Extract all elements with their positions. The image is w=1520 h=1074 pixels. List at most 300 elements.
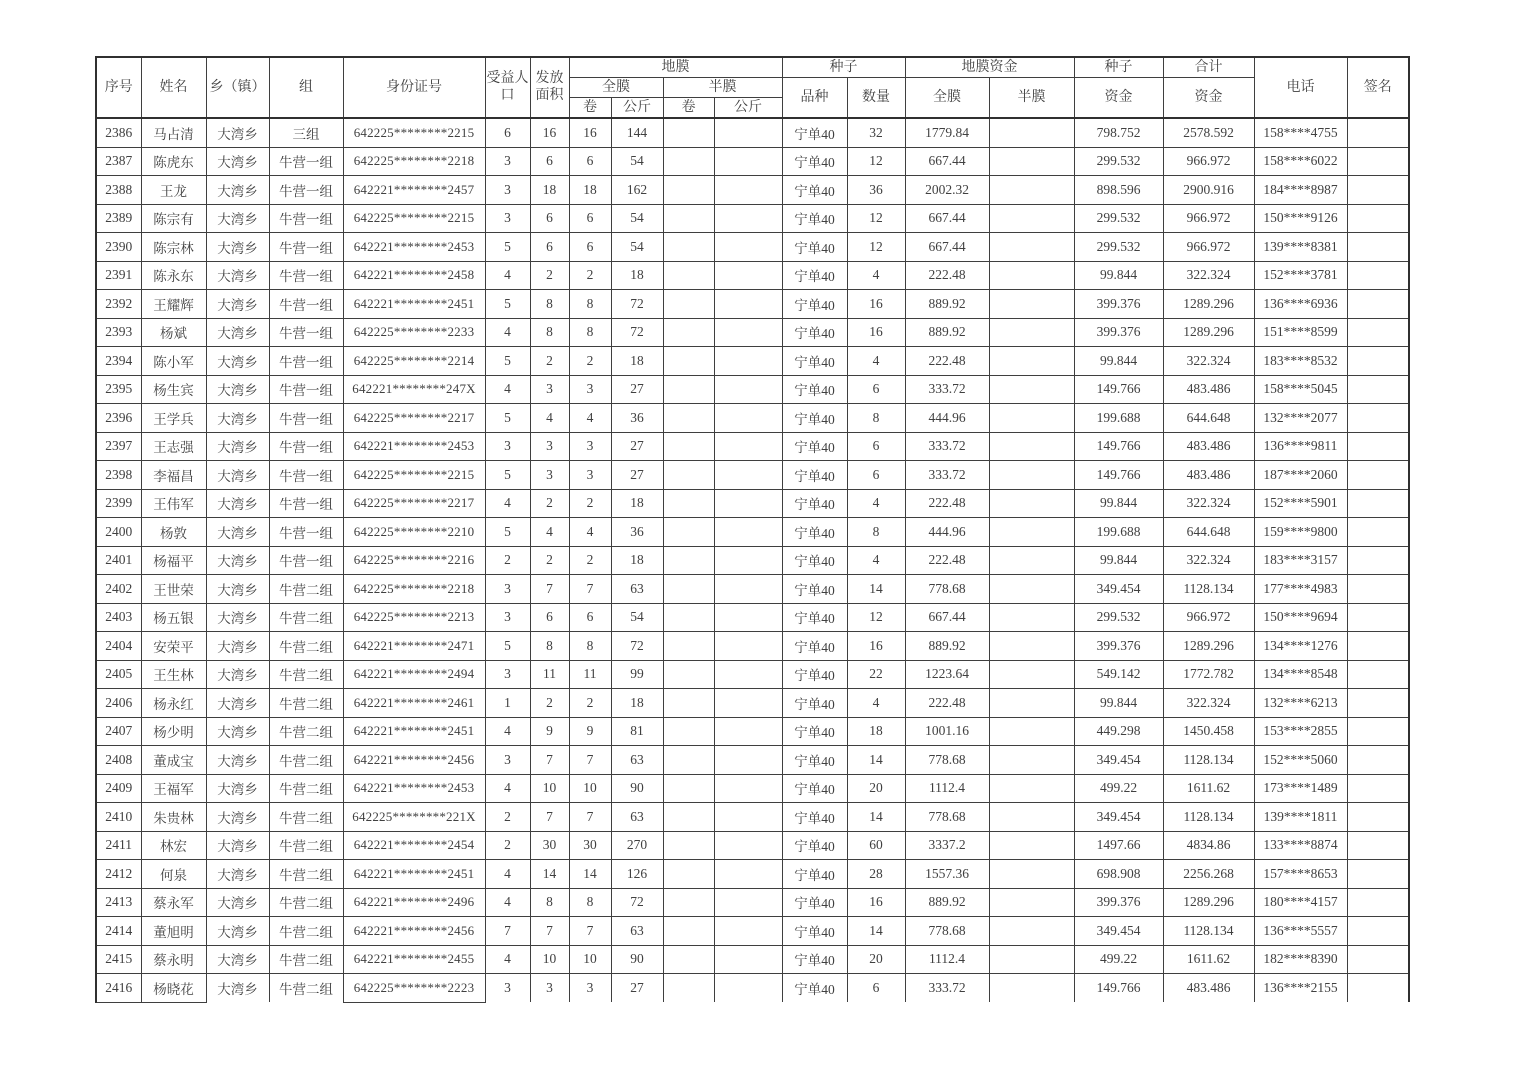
cell-seed-variety: 宁单40 xyxy=(782,575,847,604)
cell-id-number: 642221********2451 xyxy=(343,717,485,746)
cell-id-number: 642221********247X xyxy=(343,375,485,404)
cell-group: 牛营一组 xyxy=(269,432,343,461)
cell-half-film-rolls xyxy=(663,717,714,746)
cell-no: 2392 xyxy=(96,290,141,319)
col-header-township: 乡（镇） xyxy=(206,57,269,118)
cell-beneficiary-population: 3 xyxy=(485,603,530,632)
cell-id-number: 642225********2215 xyxy=(343,118,485,147)
cell-half-film-fund xyxy=(989,204,1074,233)
cell-full-film-kg: 81 xyxy=(611,717,663,746)
cell-seed-variety: 宁单40 xyxy=(782,461,847,490)
cell-township: 大湾乡 xyxy=(206,689,269,718)
cell-id-number: 642225********2215 xyxy=(343,204,485,233)
cell-full-film-fund: 889.92 xyxy=(905,888,989,917)
cell-id-number: 642225********2217 xyxy=(343,489,485,518)
cell-full-film-rolls: 7 xyxy=(569,746,611,775)
cell-total-fund: 483.486 xyxy=(1163,461,1254,490)
cell-township: 大湾乡 xyxy=(206,489,269,518)
cell-full-film-fund: 444.96 xyxy=(905,404,989,433)
cell-township: 大湾乡 xyxy=(206,632,269,661)
cell-beneficiary-population: 4 xyxy=(485,945,530,974)
cell-half-film-rolls xyxy=(663,404,714,433)
cell-distribution-area: 8 xyxy=(530,632,569,661)
cell-phone: 136****5557 xyxy=(1254,917,1347,946)
cell-id-number: 642225********2217 xyxy=(343,404,485,433)
cell-phone: 139****8381 xyxy=(1254,233,1347,262)
cell-id-number: 642225********2214 xyxy=(343,347,485,376)
cell-signature xyxy=(1347,774,1409,803)
cell-seed-variety: 宁单40 xyxy=(782,945,847,974)
beneficiary-table xyxy=(95,56,1410,1003)
cell-full-film-rolls: 6 xyxy=(569,204,611,233)
cell-full-film-fund: 778.68 xyxy=(905,803,989,832)
group-header-full-film: 全膜 xyxy=(569,78,663,98)
cell-seed-fund: 299.532 xyxy=(1074,233,1163,262)
cell-seed-quantity: 18 xyxy=(847,717,905,746)
cell-full-film-rolls: 3 xyxy=(569,432,611,461)
cell-half-film-fund xyxy=(989,575,1074,604)
cell-signature xyxy=(1347,489,1409,518)
table-body xyxy=(96,118,1409,1002)
cell-half-film-fund xyxy=(989,176,1074,205)
cell-half-film-fund xyxy=(989,689,1074,718)
cell-signature xyxy=(1347,375,1409,404)
cell-distribution-area: 14 xyxy=(530,860,569,889)
cell-half-film-kg xyxy=(714,774,782,803)
cell-signature xyxy=(1347,176,1409,205)
cell-half-film-rolls xyxy=(663,603,714,632)
cell-no: 2407 xyxy=(96,717,141,746)
table-row xyxy=(96,233,1409,262)
cell-seed-variety: 宁单40 xyxy=(782,632,847,661)
cell-phone: 183****3157 xyxy=(1254,546,1347,575)
table-row xyxy=(96,974,1409,1003)
cell-beneficiary-population: 1 xyxy=(485,689,530,718)
cell-half-film-fund xyxy=(989,489,1074,518)
cell-group: 三组 xyxy=(269,118,343,147)
cell-no: 2390 xyxy=(96,233,141,262)
col-header-full-film-kg: 公斤 xyxy=(611,98,663,119)
table-row xyxy=(96,746,1409,775)
cell-name: 蔡永军 xyxy=(141,888,206,917)
cell-beneficiary-population: 3 xyxy=(485,660,530,689)
cell-group: 牛营一组 xyxy=(269,147,343,176)
cell-full-film-kg: 162 xyxy=(611,176,663,205)
cell-half-film-fund xyxy=(989,432,1074,461)
cell-township: 大湾乡 xyxy=(206,261,269,290)
cell-beneficiary-population: 5 xyxy=(485,518,530,547)
cell-half-film-fund xyxy=(989,860,1074,889)
table-row xyxy=(96,717,1409,746)
cell-full-film-kg: 126 xyxy=(611,860,663,889)
cell-half-film-fund xyxy=(989,147,1074,176)
cell-group: 牛营二组 xyxy=(269,803,343,832)
cell-total-fund: 1289.296 xyxy=(1163,290,1254,319)
cell-group: 牛营一组 xyxy=(269,489,343,518)
cell-distribution-area: 11 xyxy=(530,660,569,689)
cell-half-film-fund xyxy=(989,318,1074,347)
cell-half-film-kg xyxy=(714,176,782,205)
cell-half-film-rolls xyxy=(663,432,714,461)
cell-half-film-rolls xyxy=(663,347,714,376)
cell-full-film-rolls: 8 xyxy=(569,318,611,347)
cell-half-film-fund xyxy=(989,632,1074,661)
cell-half-film-rolls xyxy=(663,147,714,176)
cell-beneficiary-population: 3 xyxy=(485,204,530,233)
cell-distribution-area: 6 xyxy=(530,233,569,262)
cell-name: 陈永东 xyxy=(141,261,206,290)
col-header-phone: 电话 xyxy=(1254,57,1347,118)
cell-beneficiary-population: 3 xyxy=(485,575,530,604)
cell-name: 董旭明 xyxy=(141,917,206,946)
subsidy-register-sheet xyxy=(95,56,1410,1003)
cell-half-film-rolls xyxy=(663,632,714,661)
cell-name: 王伟军 xyxy=(141,489,206,518)
cell-total-fund: 2256.268 xyxy=(1163,860,1254,889)
cell-name: 陈宗有 xyxy=(141,204,206,233)
cell-total-fund: 2578.592 xyxy=(1163,118,1254,147)
col-header-beneficiary-population: 受益人口 xyxy=(485,57,530,118)
cell-name: 陈虎东 xyxy=(141,147,206,176)
cell-no: 2414 xyxy=(96,917,141,946)
cell-total-fund: 1450.458 xyxy=(1163,717,1254,746)
cell-half-film-kg xyxy=(714,318,782,347)
cell-seed-fund: 349.454 xyxy=(1074,575,1163,604)
cell-township: 大湾乡 xyxy=(206,518,269,547)
cell-no: 2405 xyxy=(96,660,141,689)
cell-total-fund: 1289.296 xyxy=(1163,632,1254,661)
cell-seed-variety: 宁单40 xyxy=(782,204,847,233)
cell-seed-quantity: 16 xyxy=(847,318,905,347)
cell-seed-quantity: 14 xyxy=(847,746,905,775)
cell-signature xyxy=(1347,974,1409,1003)
cell-name: 王学兵 xyxy=(141,404,206,433)
cell-full-film-rolls: 8 xyxy=(569,632,611,661)
cell-total-fund: 322.324 xyxy=(1163,347,1254,376)
cell-full-film-rolls: 3 xyxy=(569,375,611,404)
table-row xyxy=(96,347,1409,376)
cell-full-film-kg: 18 xyxy=(611,546,663,575)
cell-signature xyxy=(1347,546,1409,575)
cell-phone: 132****6213 xyxy=(1254,689,1347,718)
cell-distribution-area: 7 xyxy=(530,917,569,946)
cell-signature xyxy=(1347,831,1409,860)
cell-group: 牛营一组 xyxy=(269,518,343,547)
cell-township: 大湾乡 xyxy=(206,147,269,176)
cell-half-film-rolls xyxy=(663,945,714,974)
cell-name: 杨生宾 xyxy=(141,375,206,404)
cell-total-fund: 483.486 xyxy=(1163,375,1254,404)
cell-half-film-kg xyxy=(714,375,782,404)
cell-phone: 158****6022 xyxy=(1254,147,1347,176)
cell-distribution-area: 30 xyxy=(530,831,569,860)
cell-group: 牛营二组 xyxy=(269,945,343,974)
cell-half-film-rolls xyxy=(663,261,714,290)
cell-id-number: 642221********2453 xyxy=(343,774,485,803)
table-row xyxy=(96,518,1409,547)
cell-township: 大湾乡 xyxy=(206,575,269,604)
cell-no: 2416 xyxy=(96,974,141,1003)
cell-seed-quantity: 4 xyxy=(847,546,905,575)
cell-township: 大湾乡 xyxy=(206,974,269,1003)
cell-seed-quantity: 4 xyxy=(847,347,905,376)
group-header-plastic-film: 地膜 xyxy=(569,57,782,78)
cell-full-film-rolls: 6 xyxy=(569,147,611,176)
table-row xyxy=(96,461,1409,490)
cell-full-film-kg: 18 xyxy=(611,489,663,518)
col-header-distribution-area: 发放面积 xyxy=(530,57,569,118)
group-header-half-film: 半膜 xyxy=(663,78,782,98)
cell-phone: 136****6936 xyxy=(1254,290,1347,319)
col-header-half-film-fund: 半膜 xyxy=(989,78,1074,119)
cell-group: 牛营一组 xyxy=(269,347,343,376)
cell-group: 牛营二组 xyxy=(269,860,343,889)
cell-signature xyxy=(1347,860,1409,889)
cell-phone: 152****5060 xyxy=(1254,746,1347,775)
cell-name: 王耀辉 xyxy=(141,290,206,319)
table-row xyxy=(96,831,1409,860)
cell-seed-fund: 99.844 xyxy=(1074,546,1163,575)
cell-full-film-kg: 27 xyxy=(611,461,663,490)
cell-phone: 173****1489 xyxy=(1254,774,1347,803)
cell-half-film-fund xyxy=(989,603,1074,632)
cell-township: 大湾乡 xyxy=(206,375,269,404)
cell-half-film-fund xyxy=(989,917,1074,946)
table-row xyxy=(96,860,1409,889)
cell-half-film-kg xyxy=(714,575,782,604)
cell-seed-quantity: 12 xyxy=(847,204,905,233)
cell-signature xyxy=(1347,261,1409,290)
cell-full-film-rolls: 2 xyxy=(569,261,611,290)
table-row xyxy=(96,575,1409,604)
table-row xyxy=(96,318,1409,347)
cell-half-film-fund xyxy=(989,518,1074,547)
cell-no: 2388 xyxy=(96,176,141,205)
cell-no: 2406 xyxy=(96,689,141,718)
cell-half-film-rolls xyxy=(663,375,714,404)
cell-full-film-rolls: 10 xyxy=(569,945,611,974)
cell-no: 2409 xyxy=(96,774,141,803)
cell-name: 林宏 xyxy=(141,831,206,860)
cell-distribution-area: 8 xyxy=(530,318,569,347)
cell-half-film-rolls xyxy=(663,974,714,1003)
cell-full-film-fund: 333.72 xyxy=(905,974,989,1003)
cell-full-film-fund: 667.44 xyxy=(905,233,989,262)
cell-total-fund: 644.648 xyxy=(1163,404,1254,433)
cell-phone: 152****3781 xyxy=(1254,261,1347,290)
cell-phone: 182****8390 xyxy=(1254,945,1347,974)
cell-signature xyxy=(1347,917,1409,946)
cell-seed-fund: 299.532 xyxy=(1074,603,1163,632)
table-row xyxy=(96,689,1409,718)
col-header-seed-fund-top: 种子 xyxy=(1074,57,1163,78)
cell-total-fund: 644.648 xyxy=(1163,518,1254,547)
cell-group: 牛营二组 xyxy=(269,888,343,917)
cell-beneficiary-population: 3 xyxy=(485,432,530,461)
cell-id-number: 642221********2458 xyxy=(343,261,485,290)
cell-phone: 134****1276 xyxy=(1254,632,1347,661)
cell-no: 2411 xyxy=(96,831,141,860)
cell-township: 大湾乡 xyxy=(206,860,269,889)
cell-township: 大湾乡 xyxy=(206,746,269,775)
cell-group: 牛营一组 xyxy=(269,290,343,319)
cell-seed-variety: 宁单40 xyxy=(782,518,847,547)
cell-full-film-rolls: 10 xyxy=(569,774,611,803)
cell-no: 2401 xyxy=(96,546,141,575)
table-row xyxy=(96,546,1409,575)
cell-phone: 158****4755 xyxy=(1254,118,1347,147)
cell-full-film-rolls: 2 xyxy=(569,347,611,376)
cell-name: 马占清 xyxy=(141,118,206,147)
cell-phone: 159****9800 xyxy=(1254,518,1347,547)
cell-half-film-fund xyxy=(989,660,1074,689)
cell-seed-variety: 宁单40 xyxy=(782,290,847,319)
cell-distribution-area: 7 xyxy=(530,803,569,832)
cell-signature xyxy=(1347,147,1409,176)
cell-group: 牛营一组 xyxy=(269,204,343,233)
group-header-film-fund: 地膜资金 xyxy=(905,57,1074,78)
cell-seed-fund: 149.766 xyxy=(1074,375,1163,404)
cell-half-film-kg xyxy=(714,461,782,490)
cell-half-film-kg xyxy=(714,147,782,176)
cell-seed-variety: 宁单40 xyxy=(782,347,847,376)
cell-full-film-fund: 333.72 xyxy=(905,375,989,404)
cell-distribution-area: 3 xyxy=(530,461,569,490)
cell-half-film-kg xyxy=(714,432,782,461)
cell-seed-fund: 149.766 xyxy=(1074,432,1163,461)
cell-full-film-kg: 90 xyxy=(611,774,663,803)
cell-full-film-kg: 36 xyxy=(611,518,663,547)
cell-total-fund: 322.324 xyxy=(1163,689,1254,718)
cell-full-film-kg: 54 xyxy=(611,147,663,176)
cell-group: 牛营一组 xyxy=(269,261,343,290)
cell-total-fund: 2900.916 xyxy=(1163,176,1254,205)
cell-seed-fund: 898.596 xyxy=(1074,176,1163,205)
cell-half-film-kg xyxy=(714,546,782,575)
cell-full-film-fund: 222.48 xyxy=(905,347,989,376)
cell-half-film-rolls xyxy=(663,461,714,490)
cell-seed-variety: 宁单40 xyxy=(782,147,847,176)
cell-half-film-kg xyxy=(714,917,782,946)
cell-phone: 150****9694 xyxy=(1254,603,1347,632)
cell-township: 大湾乡 xyxy=(206,717,269,746)
cell-distribution-area: 16 xyxy=(530,118,569,147)
cell-full-film-fund: 1112.4 xyxy=(905,774,989,803)
cell-seed-fund: 499.22 xyxy=(1074,774,1163,803)
cell-id-number: 642225********2223 xyxy=(343,974,485,1003)
cell-distribution-area: 7 xyxy=(530,746,569,775)
cell-no: 2415 xyxy=(96,945,141,974)
cell-seed-quantity: 16 xyxy=(847,290,905,319)
cell-seed-fund: 399.376 xyxy=(1074,632,1163,661)
cell-half-film-kg xyxy=(714,233,782,262)
cell-signature xyxy=(1347,347,1409,376)
cell-full-film-fund: 778.68 xyxy=(905,746,989,775)
cell-full-film-fund: 889.92 xyxy=(905,318,989,347)
cell-full-film-kg: 54 xyxy=(611,233,663,262)
cell-beneficiary-population: 4 xyxy=(485,261,530,290)
cell-name: 安荣平 xyxy=(141,632,206,661)
cell-id-number: 642221********2451 xyxy=(343,860,485,889)
cell-seed-variety: 宁单40 xyxy=(782,831,847,860)
cell-distribution-area: 4 xyxy=(530,404,569,433)
cell-group: 牛营二组 xyxy=(269,831,343,860)
cell-half-film-rolls xyxy=(663,660,714,689)
cell-seed-quantity: 16 xyxy=(847,632,905,661)
cell-id-number: 642221********2457 xyxy=(343,176,485,205)
cell-beneficiary-population: 5 xyxy=(485,347,530,376)
col-header-full-film-fund: 全膜 xyxy=(905,78,989,119)
cell-signature xyxy=(1347,518,1409,547)
table-row xyxy=(96,261,1409,290)
cell-group: 牛营一组 xyxy=(269,546,343,575)
cell-seed-quantity: 6 xyxy=(847,461,905,490)
cell-full-film-kg: 27 xyxy=(611,974,663,1003)
col-header-total-fund-bottom: 资金 xyxy=(1163,78,1254,119)
cell-township: 大湾乡 xyxy=(206,603,269,632)
cell-phone: 134****8548 xyxy=(1254,660,1347,689)
cell-full-film-rolls: 2 xyxy=(569,489,611,518)
cell-phone: 184****8987 xyxy=(1254,176,1347,205)
cell-seed-fund: 199.688 xyxy=(1074,404,1163,433)
cell-beneficiary-population: 4 xyxy=(485,375,530,404)
cell-half-film-kg xyxy=(714,746,782,775)
cell-name: 王福军 xyxy=(141,774,206,803)
cell-seed-quantity: 8 xyxy=(847,518,905,547)
table-row xyxy=(96,803,1409,832)
cell-full-film-rolls: 7 xyxy=(569,803,611,832)
cell-group: 牛营一组 xyxy=(269,233,343,262)
col-header-variety: 品种 xyxy=(782,78,847,119)
cell-half-film-rolls xyxy=(663,118,714,147)
cell-name: 杨晓花 xyxy=(141,974,206,1003)
cell-distribution-area: 18 xyxy=(530,176,569,205)
cell-half-film-rolls xyxy=(663,290,714,319)
cell-distribution-area: 2 xyxy=(530,347,569,376)
cell-name: 王世荣 xyxy=(141,575,206,604)
cell-seed-variety: 宁单40 xyxy=(782,603,847,632)
cell-full-film-kg: 144 xyxy=(611,118,663,147)
cell-name: 陈小军 xyxy=(141,347,206,376)
cell-seed-quantity: 4 xyxy=(847,489,905,518)
cell-distribution-area: 3 xyxy=(530,432,569,461)
cell-full-film-fund: 778.68 xyxy=(905,575,989,604)
cell-half-film-fund xyxy=(989,746,1074,775)
cell-name: 杨五银 xyxy=(141,603,206,632)
cell-full-film-kg: 63 xyxy=(611,575,663,604)
cell-name: 王志强 xyxy=(141,432,206,461)
cell-full-film-fund: 333.72 xyxy=(905,432,989,461)
table-row xyxy=(96,660,1409,689)
cell-seed-quantity: 28 xyxy=(847,860,905,889)
cell-group: 牛营二组 xyxy=(269,717,343,746)
cell-half-film-fund xyxy=(989,375,1074,404)
cell-township: 大湾乡 xyxy=(206,803,269,832)
cell-beneficiary-population: 3 xyxy=(485,746,530,775)
cell-distribution-area: 6 xyxy=(530,603,569,632)
cell-signature xyxy=(1347,689,1409,718)
cell-full-film-kg: 63 xyxy=(611,746,663,775)
cell-id-number: 642221********2455 xyxy=(343,945,485,974)
cell-half-film-kg xyxy=(714,831,782,860)
cell-seed-fund: 349.454 xyxy=(1074,917,1163,946)
cell-full-film-rolls: 7 xyxy=(569,917,611,946)
cell-full-film-rolls: 4 xyxy=(569,518,611,547)
cell-group: 牛营一组 xyxy=(269,404,343,433)
cell-phone: 133****8874 xyxy=(1254,831,1347,860)
cell-seed-fund: 798.752 xyxy=(1074,118,1163,147)
cell-signature xyxy=(1347,603,1409,632)
